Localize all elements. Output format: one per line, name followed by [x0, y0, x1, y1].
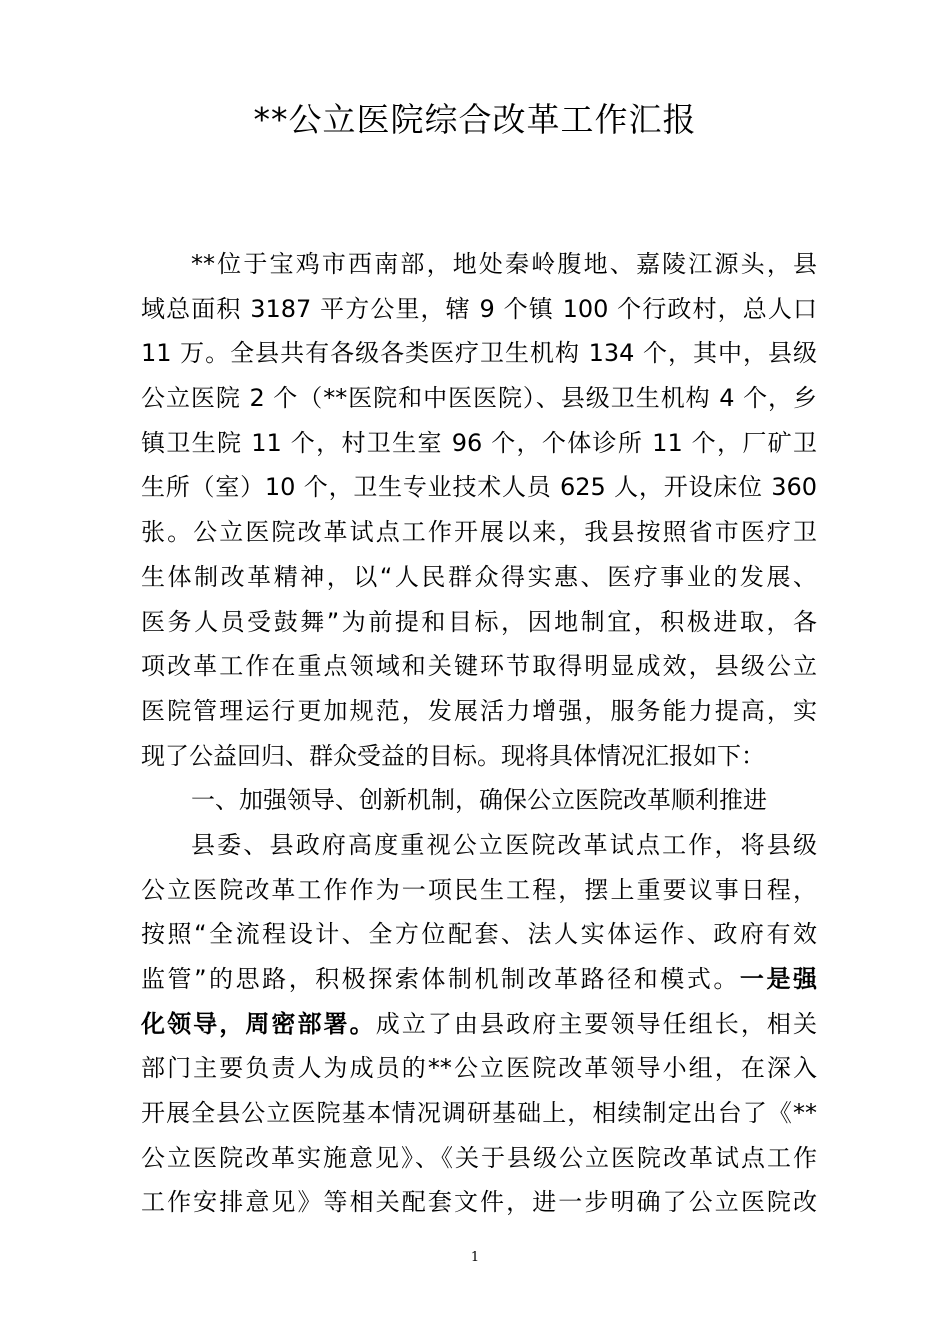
text-line: 部门主要负责人为成员的**公立医院改革领导小组，在深入 — [141, 1054, 817, 1083]
text-line: 生所（室）10 个，卫生专业技术人员 625 人，开设床位 360 — [141, 473, 817, 502]
text-line: 镇卫生院 11 个，村卫生室 96 个，个体诊所 11 个，厂矿卫 — [141, 428, 817, 457]
text-run: 成立了由县政府主要领导任组长，相关 — [375, 1009, 817, 1038]
bold-run: 一是强 — [739, 965, 817, 993]
text-line: 项改革工作在重点领域和关键环节取得明显成效，县级公立 — [141, 652, 817, 681]
text-line: 域总面积 3187 平方公里，辖 9 个镇 100 个行政村，总人口 — [141, 294, 817, 323]
page-number: 1 — [470, 1250, 480, 1265]
text-line: 医务人员受鼓舞”为前提和目标，因地制宜，积极进取，各 — [141, 607, 817, 636]
text-line: 生体制改革精神，以“人民群众得实惠、医疗事业的发展、 — [141, 562, 817, 591]
section-heading: 一、加强领导、创新机制，确保公立医院改革顺利推进 — [191, 786, 767, 815]
text-line: 公立医院改革实施意见》、《关于县级公立医院改革试点工作 — [141, 1143, 817, 1172]
text-line: 11 万。全县共有各级各类医疗卫生机构 134 个，其中，县级 — [141, 339, 817, 368]
text-line: **位于宝鸡市西南部，地处秦岭腹地、嘉陵江源头，县 — [191, 250, 817, 278]
text-line-mixed — [141, 1002, 817, 1047]
text-line: 按照“全流程设计、全方位配套、法人实体运作、政府有效 — [141, 920, 817, 949]
text-line: 工作安排意见》等相关配套文件，进一步明确了公立医院改 — [141, 1188, 817, 1217]
text-line: 张。公立医院改革试点工作开展以来，我县按照省市医疗卫 — [141, 518, 817, 547]
text-line: 医院管理运行更加规范，发展活力增强，服务能力提高，实 — [141, 696, 817, 725]
text-line: 公立医院 2 个（**医院和中医医院）、县级卫生机构 4 个，乡 — [141, 384, 817, 413]
text-line: 开展全县公立医院基本情况调研基础上，相续制定出台了《** — [141, 1099, 817, 1128]
text-line: 现了公益回归、群众受益的目标。现将具体情况汇报如下： — [141, 741, 765, 770]
text-line: 公立医院改革工作作为一项民生工程，摆上重要议事日程， — [141, 875, 817, 904]
text-line: 县委、县政府高度重视公立医院改革试点工作，将县级 — [191, 830, 817, 859]
text-run: 监管”的思路，积极探索体制机制改革路径和模式。 — [141, 965, 740, 993]
document-body — [141, 242, 817, 1225]
text-line-mixed — [141, 957, 817, 1002]
document-title: **公立医院综合改革工作汇报 — [253, 100, 697, 139]
bold-run: 化领导，周密部署。 — [141, 1009, 376, 1038]
